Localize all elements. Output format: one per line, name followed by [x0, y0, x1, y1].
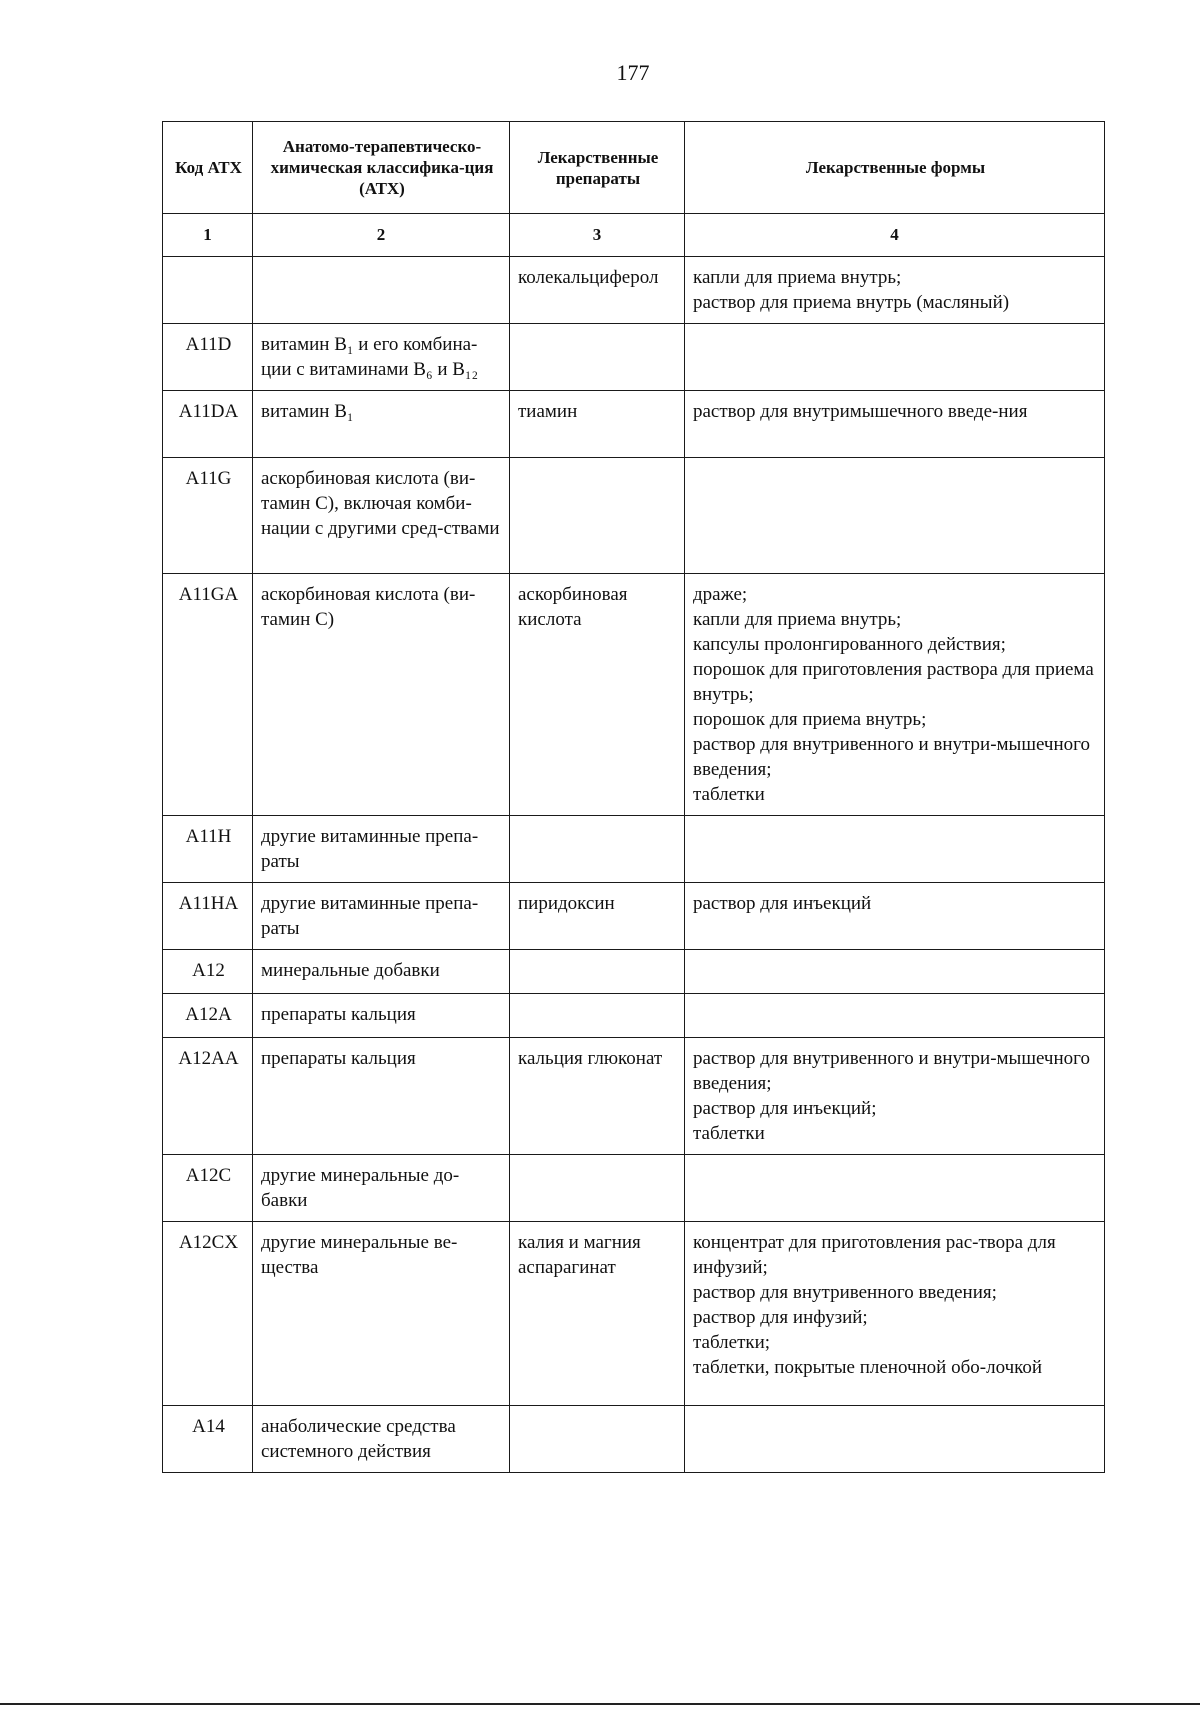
atx-code-cell: A11GA [163, 574, 253, 816]
atx-code-cell: A12AA [163, 1038, 253, 1155]
table-row [163, 950, 1105, 994]
drug-cell [510, 1406, 685, 1473]
dosage-form-item: таблетки [693, 784, 765, 805]
classification-cell: другие минеральные ве-щества [253, 1222, 510, 1406]
drug-cell: калия и магния аспарагинат [510, 1222, 685, 1406]
classification-cell: витамин B₁ [253, 391, 510, 458]
table-row [163, 257, 1105, 324]
dosage-form-item: порошок для приема внутрь; [693, 709, 927, 730]
classification-cell: минеральные добавки [253, 950, 510, 994]
dosage-forms-cell [685, 458, 1105, 574]
page-number: 177 [616, 60, 650, 85]
dosage-form-item: таблетки, покрытые пленочной обо-лочкой [693, 1357, 1043, 1378]
table-row [163, 816, 1105, 883]
header-code: Код АТХ [163, 122, 253, 214]
dosage-form-item: раствор для внутривенного и внутри-мышечного введения; [693, 734, 1090, 780]
drug-cell [510, 324, 685, 391]
classification-cell: анаболические средства системного действия [253, 1406, 510, 1473]
dosage-forms-cell [685, 1155, 1105, 1222]
column-number: 4 [685, 214, 1105, 257]
drug-cell: кальция глюконат [510, 1038, 685, 1155]
classification-cell: препараты кальция [253, 1038, 510, 1155]
dosage-forms-cell [685, 574, 1105, 816]
atx-code-cell: A12 [163, 950, 253, 994]
drug-cell: колекальциферол [510, 257, 685, 324]
classification-cell: другие витаминные препа-раты [253, 883, 510, 950]
dosage-form-item: раствор для инъекций; [693, 1098, 877, 1119]
dosage-form-item: концентрат для приготовления рас-твора для инфузий; [693, 1232, 1056, 1278]
dosage-form-item: драже; [693, 584, 748, 605]
dosage-form-item: порошок для приготовления раствора для приема внутрь; [693, 659, 1094, 705]
table-row [163, 883, 1105, 950]
dosage-form-item: капли для приема внутрь; [693, 267, 902, 288]
classification-cell [253, 257, 510, 324]
column-number: 2 [253, 214, 510, 257]
header-drugs: Лекарственные препараты [510, 122, 685, 214]
dosage-forms-cell [685, 324, 1105, 391]
dosage-form-item: таблетки [693, 1123, 765, 1144]
drug-cell [510, 458, 685, 574]
atx-code-cell: A11G [163, 458, 253, 574]
atx-code-cell: A11HA [163, 883, 253, 950]
drug-cell [510, 1155, 685, 1222]
column-number-row [163, 214, 1105, 257]
dosage-form-item: капли для приема внутрь; [693, 609, 902, 630]
dosage-form-item: раствор для внутривенного введения; [693, 1282, 997, 1303]
classification-cell: витамин B₁ и его комбина-ции с витаминами B₆ и B₁₂ [253, 324, 510, 391]
dosage-form-item: таблетки; [693, 1332, 771, 1353]
table-row [163, 458, 1105, 574]
classification-cell: другие минеральные до-бавки [253, 1155, 510, 1222]
atx-code-cell: A12CX [163, 1222, 253, 1406]
dosage-form-item: раствор для инъекций [693, 893, 872, 914]
header-row [163, 122, 1105, 214]
dosage-form-item: раствор для внутримышечного введе-ния [693, 401, 1028, 422]
classification-cell: аскорбиновая кислота (ви-тамин C), включая комби-нации с другими сред-ствами [253, 458, 510, 574]
table-row [163, 1222, 1105, 1406]
dosage-forms-cell [685, 1222, 1105, 1406]
bottom-rule [0, 1703, 1200, 1705]
column-number: 1 [163, 214, 253, 257]
atx-code-cell: A11H [163, 816, 253, 883]
dosage-form-item: раствор для приема внутрь (масляный) [693, 292, 1010, 313]
dosage-forms-cell [685, 1406, 1105, 1473]
dosage-form-item: раствор для внутривенного и внутри-мышечного введения; [693, 1048, 1090, 1094]
classification-cell: аскорбиновая кислота (ви-тамин C) [253, 574, 510, 816]
table-row [163, 1155, 1105, 1222]
atx-code-cell: A11D [163, 324, 253, 391]
dosage-forms-cell [685, 883, 1105, 950]
header-forms: Лекарственные формы [685, 122, 1105, 214]
classification-cell: препараты кальция [253, 994, 510, 1038]
table-row [163, 994, 1105, 1038]
table-row [163, 391, 1105, 458]
dosage-forms-cell [685, 257, 1105, 324]
dosage-forms-cell [685, 994, 1105, 1038]
dosage-forms-cell [685, 1038, 1105, 1155]
drug-cell: пиридоксин [510, 883, 685, 950]
atx-table [162, 121, 1105, 1473]
atx-table-body [163, 257, 1105, 1473]
drug-cell [510, 950, 685, 994]
dosage-form-item: капсулы пролонгированного действия; [693, 634, 1006, 655]
table-row [163, 1038, 1105, 1155]
atx-code-cell: A14 [163, 1406, 253, 1473]
drug-cell: тиамин [510, 391, 685, 458]
atx-code-cell [163, 257, 253, 324]
dosage-forms-cell [685, 816, 1105, 883]
table-row [163, 1406, 1105, 1473]
drug-cell [510, 994, 685, 1038]
column-number: 3 [510, 214, 685, 257]
table-row [163, 324, 1105, 391]
atx-code-cell: A12C [163, 1155, 253, 1222]
dosage-forms-cell [685, 950, 1105, 994]
atx-code-cell: A11DA [163, 391, 253, 458]
table-row [163, 574, 1105, 816]
dosage-forms-cell [685, 391, 1105, 458]
drug-cell [510, 816, 685, 883]
header-classification: Анатомо-терапевтическо-химическая классифика-ция (АТХ) [253, 122, 510, 214]
atx-code-cell: A12A [163, 994, 253, 1038]
drug-cell: аскорбиновая кислота [510, 574, 685, 816]
classification-cell: другие витаминные препа-раты [253, 816, 510, 883]
dosage-form-item: раствор для инфузий; [693, 1307, 868, 1328]
